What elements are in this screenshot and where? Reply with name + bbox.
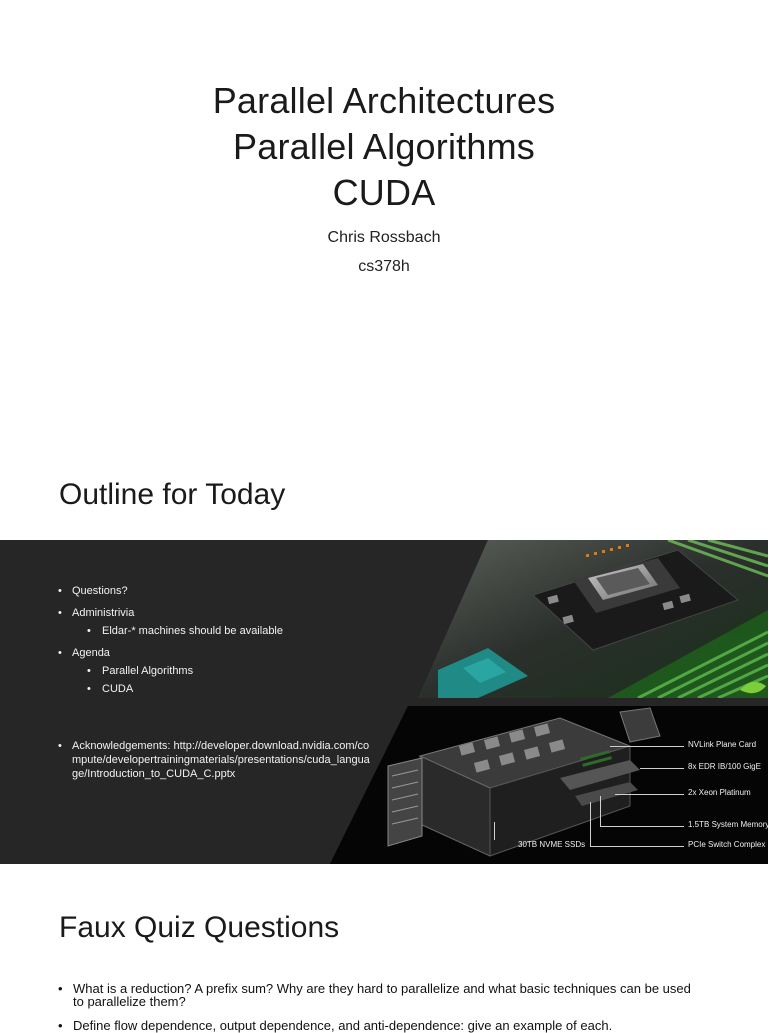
title-line-cuda: CUDA <box>332 172 436 213</box>
bullet-icon: • <box>58 647 62 659</box>
xeon-leader-line <box>615 794 684 795</box>
title-line-architectures: Parallel Architectures <box>212 80 556 121</box>
pcie-label: PCIe Switch Complex <box>688 840 766 849</box>
faux-quiz-slide <box>0 864 768 1033</box>
bullet-icon: • <box>58 585 62 597</box>
bullet-icon: • <box>87 625 91 637</box>
xeon-label: 2x Xeon Platinum <box>688 788 751 797</box>
nvme-leader-vline <box>494 822 495 840</box>
title-line-algorithms: Parallel Algorithms <box>233 126 535 167</box>
bullet-icon: • <box>87 683 91 695</box>
edr-leader-line <box>640 768 684 769</box>
quiz-question-text: What is a reduction? A prefix sum? Why are they hard to parallelize and what basic techniques can be used to parallelize them? <box>73 981 691 1009</box>
author-name: Chris Rossbach <box>327 229 441 246</box>
bullet-icon: • <box>87 665 91 677</box>
course-code: cs378h <box>358 258 410 275</box>
outline-slide: Outline for Today NVLink Plane Card 8x EDR IB/100 GigE 2x Xeon Platinum 1.5TB System Memory PCIe Switch Complex 30TB NVME SSDs • Questions? • Administrivia • Eldar-* machines should be available • Agenda • Parallel Algorithms • CUDA • Acknowledgements: http://developer.download.nvidia.com/compute/developertrainingmaterials/presentations/cuda_language/Introduction_to_CUDA_C.pptx <box>0 432 768 864</box>
nvlink-leader-line <box>610 746 684 747</box>
quiz-question-text: Define flow dependence, output dependence, and anti-dependence: give an example of each. <box>73 1018 613 1033</box>
acknowledgements-text: Acknowledgements: http://developer.download.nvidia.com/compute/developertrainingmaterials/presentations/cuda_language/Introduction_to_CUDA_C.pptx <box>72 740 370 780</box>
memory-leader-vline <box>600 796 601 826</box>
memory-leader-line <box>600 826 684 827</box>
nvme-label: 30TB NVME SSDs <box>518 840 586 849</box>
pcie-leader-line <box>590 846 684 847</box>
pcie-leader-vline <box>590 802 591 846</box>
outline-title: Outline for Today <box>59 478 286 511</box>
bullet-icon: • <box>58 1018 63 1033</box>
bullet-icon: • <box>58 740 62 752</box>
bullet-icon: • <box>58 607 62 619</box>
edr-label: 8x EDR IB/100 GigE <box>688 762 761 771</box>
title-slide <box>0 0 768 432</box>
bullet-icon: • <box>58 981 63 996</box>
quiz-title: Faux Quiz Questions <box>59 911 340 944</box>
memory-label: 1.5TB System Memory <box>688 820 769 829</box>
nvlink-label: NVLink Plane Card <box>688 740 757 749</box>
